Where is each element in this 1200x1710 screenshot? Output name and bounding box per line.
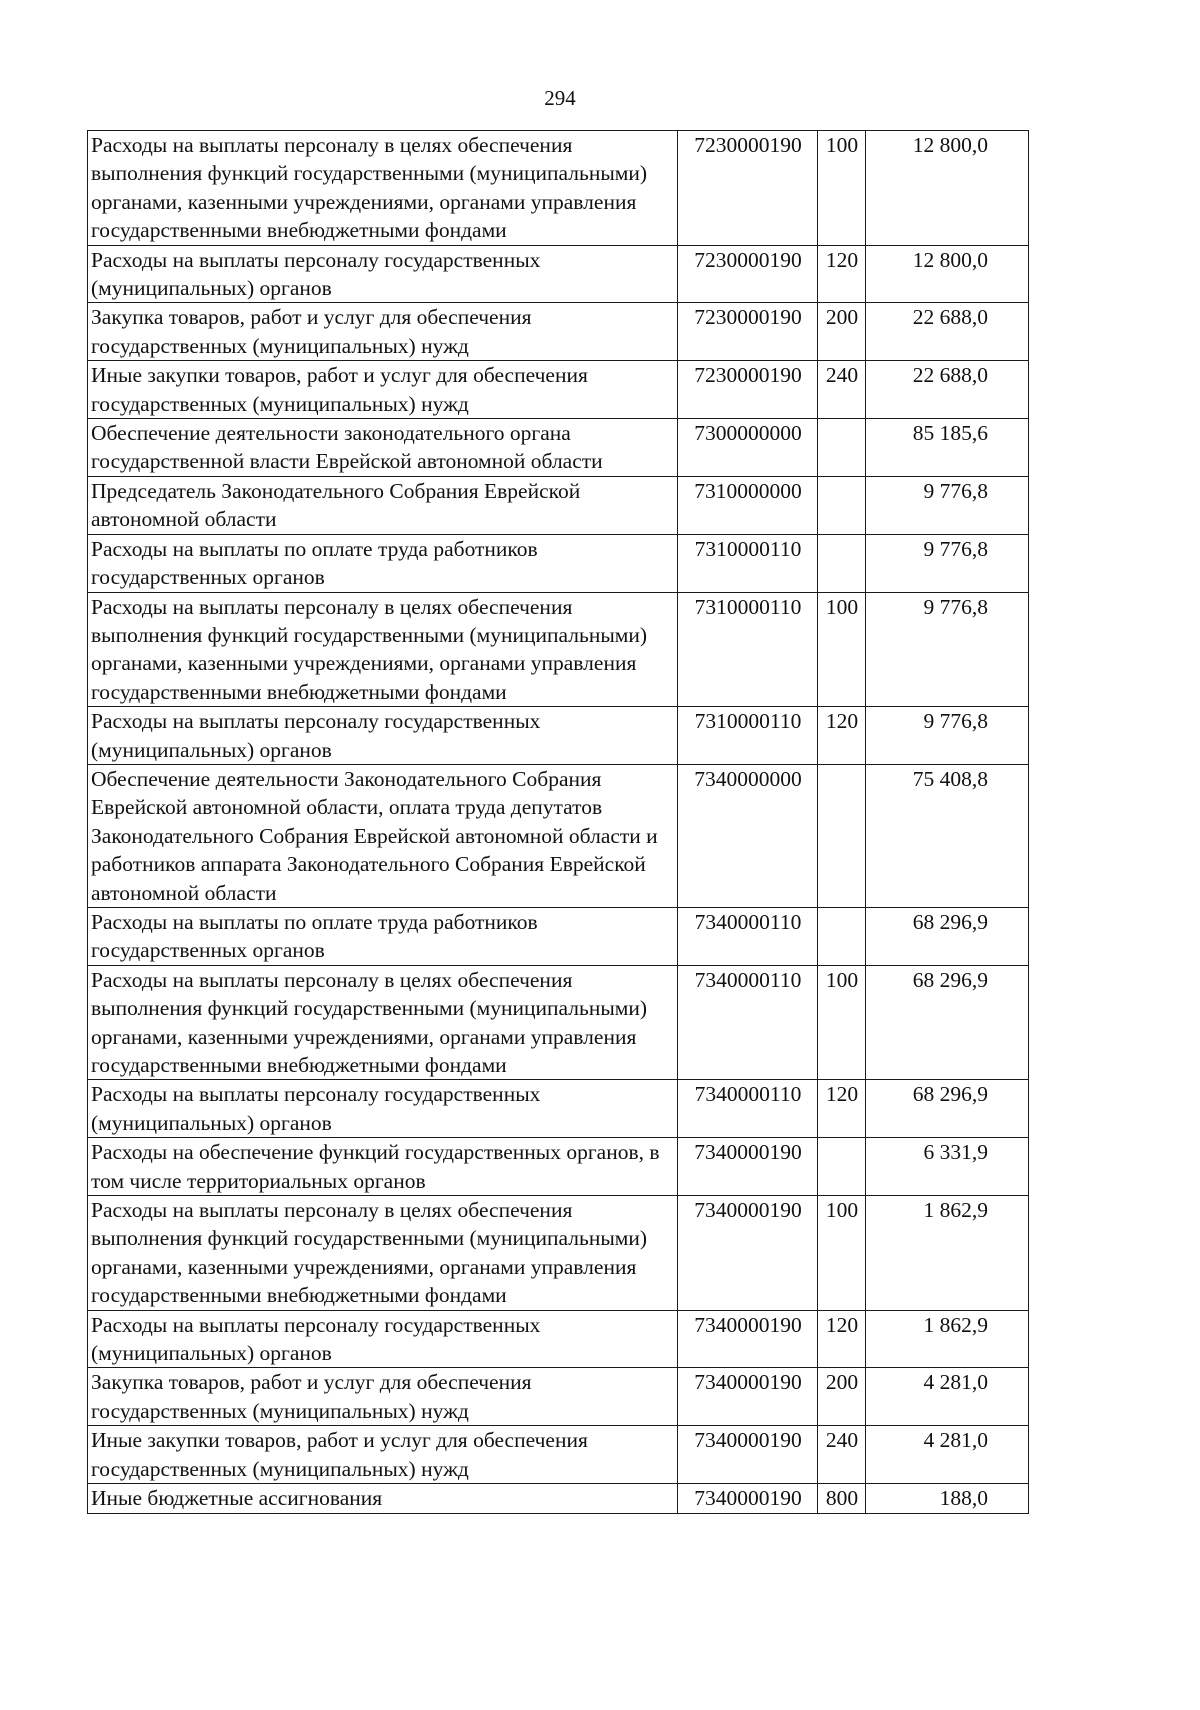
target-code-cell: 7310000110 [678,707,818,765]
target-code-cell: 7230000190 [678,131,818,246]
expense-kind-cell: 200 [818,303,866,361]
expense-kind-cell: 120 [818,245,866,303]
target-code-cell: 7310000000 [678,476,818,534]
expense-kind-cell: 100 [818,965,866,1080]
table-row [88,965,1029,1080]
expense-name-cell: Закупка товаров, работ и услуг для обеспечения государственных (муниципальных) нужд [88,303,678,361]
expense-kind-cell: 100 [818,592,866,707]
expense-name-cell: Иные закупки товаров, работ и услуг для обеспечения государственных (муниципальных) нужд [88,1426,678,1484]
expense-name-cell: Расходы на обеспечение функций государственных органов, в том числе территориальных органов [88,1138,678,1196]
expense-kind-cell: 120 [818,707,866,765]
target-code-cell: 7340000110 [678,907,818,965]
expense-name-cell: Расходы на выплаты персоналу в целях обеспечения выполнения функций государственными (муниципальными) органами, казенными учреждениями, органами управления государственными внебюджетными фондами [88,1196,678,1311]
amount-cell: 85 185,6 [866,419,1029,477]
expense-name-cell: Иные бюджетные ассигнования [88,1484,678,1513]
table-row [88,303,1029,361]
table-row [88,1426,1029,1484]
table-row [88,131,1029,246]
expense-name-cell: Расходы на выплаты по оплате труда работников государственных органов [88,534,678,592]
expense-kind-cell: 200 [818,1368,866,1426]
table-row [88,907,1029,965]
expense-name-cell: Обеспечение деятельности законодательного органа государственной власти Еврейской автономной области [88,419,678,477]
target-code-cell: 7340000110 [678,1080,818,1138]
table-row [88,1484,1029,1513]
target-code-cell: 7340000190 [678,1310,818,1368]
amount-cell: 188,0 [866,1484,1029,1513]
target-code-cell: 7340000190 [678,1484,818,1513]
expense-kind-cell [818,1138,866,1196]
target-code-cell: 7340000190 [678,1426,818,1484]
budget-table-body [88,131,1029,1514]
table-row [88,245,1029,303]
expense-name-cell: Расходы на выплаты персоналу в целях обеспечения выполнения функций государственными (муниципальными) органами, казенными учреждениями, органами управления государственными внебюджетными фондами [88,965,678,1080]
expense-kind-cell: 100 [818,131,866,246]
amount-cell: 68 296,9 [866,1080,1029,1138]
amount-cell: 6 331,9 [866,1138,1029,1196]
expense-name-cell: Закупка товаров, работ и услуг для обеспечения государственных (муниципальных) нужд [88,1368,678,1426]
amount-cell: 22 688,0 [866,361,1029,419]
expense-name-cell: Расходы на выплаты по оплате труда работников государственных органов [88,907,678,965]
expense-kind-cell [818,419,866,477]
target-code-cell: 7340000110 [678,965,818,1080]
expense-kind-cell [818,764,866,907]
table-row [88,764,1029,907]
amount-cell: 4 281,0 [866,1368,1029,1426]
target-code-cell: 7310000110 [678,592,818,707]
expense-name-cell: Иные закупки товаров, работ и услуг для обеспечения государственных (муниципальных) нужд [88,361,678,419]
expense-name-cell: Председатель Законодательного Собрания Еврейской автономной области [88,476,678,534]
table-row [88,361,1029,419]
amount-cell: 1 862,9 [866,1310,1029,1368]
expense-name-cell: Расходы на выплаты персоналу государственных (муниципальных) органов [88,1310,678,1368]
amount-cell: 9 776,8 [866,592,1029,707]
budget-table [87,130,1029,1514]
table-row [88,534,1029,592]
amount-cell: 9 776,8 [866,534,1029,592]
expense-kind-cell [818,907,866,965]
table-row [88,592,1029,707]
expense-name-cell: Расходы на выплаты персоналу государственных (муниципальных) органов [88,245,678,303]
expense-name-cell: Расходы на выплаты персоналу государственных (муниципальных) органов [88,707,678,765]
amount-cell: 68 296,9 [866,907,1029,965]
target-code-cell: 7340000190 [678,1368,818,1426]
amount-cell: 9 776,8 [866,476,1029,534]
table-row [88,1080,1029,1138]
target-code-cell: 7340000000 [678,764,818,907]
amount-cell: 75 408,8 [866,764,1029,907]
expense-kind-cell: 120 [818,1310,866,1368]
expense-kind-cell [818,534,866,592]
expense-name-cell: Расходы на выплаты персоналу в целях обеспечения выполнения функций государственными (муниципальными) органами, казенными учреждениями, органами управления государственными внебюджетными фондами [88,592,678,707]
expense-kind-cell: 100 [818,1196,866,1311]
table-row [88,1310,1029,1368]
expense-kind-cell [818,476,866,534]
expense-kind-cell: 240 [818,361,866,419]
target-code-cell: 7310000110 [678,534,818,592]
table-row [88,1196,1029,1311]
amount-cell: 68 296,9 [866,965,1029,1080]
expense-kind-cell: 800 [818,1484,866,1513]
target-code-cell: 7340000190 [678,1196,818,1311]
target-code-cell: 7230000190 [678,245,818,303]
amount-cell: 12 800,0 [866,245,1029,303]
target-code-cell: 7230000190 [678,303,818,361]
amount-cell: 4 281,0 [866,1426,1029,1484]
target-code-cell: 7300000000 [678,419,818,477]
amount-cell: 1 862,9 [866,1196,1029,1311]
table-row [88,707,1029,765]
expense-name-cell: Расходы на выплаты персоналу в целях обеспечения выполнения функций государственными (муниципальными) органами, казенными учреждениями, органами управления государственными внебюджетными фондами [88,131,678,246]
amount-cell: 9 776,8 [866,707,1029,765]
amount-cell: 22 688,0 [866,303,1029,361]
expense-kind-cell: 240 [818,1426,866,1484]
expense-name-cell: Обеспечение деятельности Законодательного Собрания Еврейской автономной области, оплата труда депутатов Законодательного Собрания Еврейской автономной области и работников аппарата Законодательного Собрания Еврейской автономной области [88,764,678,907]
table-row [88,1368,1029,1426]
table-row [88,476,1029,534]
table-row [88,1138,1029,1196]
page-number: 294 [544,86,576,110]
amount-cell: 12 800,0 [866,131,1029,246]
expense-name-cell: Расходы на выплаты персоналу государственных (муниципальных) органов [88,1080,678,1138]
expense-kind-cell: 120 [818,1080,866,1138]
target-code-cell: 7340000190 [678,1138,818,1196]
table-row [88,419,1029,477]
target-code-cell: 7230000190 [678,361,818,419]
